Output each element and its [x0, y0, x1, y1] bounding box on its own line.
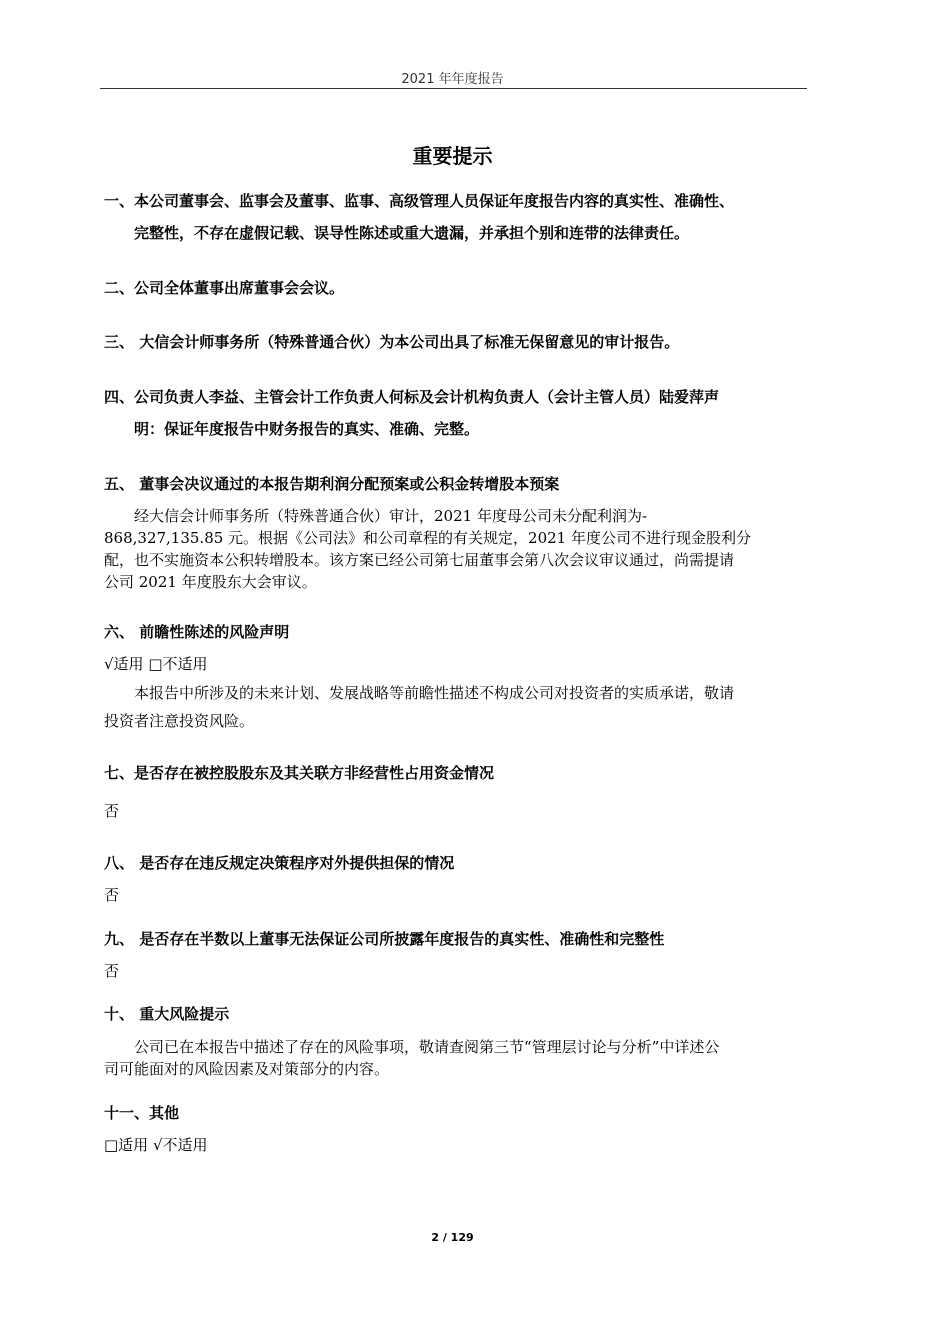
section-5-body-3: 配，也不实施资本公积转增股本。该方案已经公司第七届董事会第八次会议审议通过，尚需提请	[104, 551, 735, 569]
page-title: 重要提示	[412, 144, 493, 168]
section-7-answer: 否	[104, 802, 120, 820]
section-5-heading: 五、 董事会决议通过的本报告期利润分配预案或公积金转增股本预案	[104, 475, 560, 493]
section-2-line-1: 二、公司全体董事出席董事会会议。	[104, 279, 345, 297]
section-5-body-2: 868,327,135.85 元。根据《公司法》和公司章程的有关规定，2021 年度公司不进行现金股利分	[104, 529, 751, 547]
section-5-body-4: 公司 2021 年度股东大会审议。	[104, 573, 317, 591]
section-1-line-1: 一、本公司董事会、监事会及董事、监事、高级管理人员保证年度报告内容的真实性、准确性、	[104, 192, 735, 210]
section-7-heading: 七、是否存在被控股股东及其关联方非经营性占用资金情况	[104, 764, 495, 782]
running-header: 2021 年年度报告	[401, 72, 504, 87]
section-9-answer: 否	[104, 962, 120, 980]
header-rule	[100, 88, 807, 89]
section-10-heading: 十、 重大风险提示	[104, 1005, 230, 1023]
section-11-options: □适用 √不适用	[104, 1136, 208, 1154]
section-11-heading: 十一、其他	[104, 1104, 180, 1122]
section-6-options: √适用 □不适用	[104, 655, 208, 673]
section-8-answer: 否	[104, 886, 120, 904]
section-6-heading: 六、 前瞻性陈述的风险声明	[104, 623, 290, 641]
section-10-body-2: 司可能面对的风险因素及对策部分的内容。	[104, 1060, 390, 1078]
section-4-line-1: 四、公司负责人李益、主管会计工作负责人何标及会计机构负责人（会计主管人员）陆爱萍声	[104, 388, 720, 406]
page-number: 2 / 129	[431, 1231, 474, 1244]
section-4-line-2: 明：保证年度报告中财务报告的真实、准确、完整。	[134, 420, 480, 438]
section-6-body-2: 投资者注意投资风险。	[104, 712, 255, 730]
section-9-heading: 九、 是否存在半数以上董事无法保证公司所披露年度报告的真实性、准确性和完整性	[104, 930, 665, 948]
section-1-line-2: 完整性，不存在虚假记载、误导性陈述或重大遗漏，并承担个别和连带的法律责任。	[134, 224, 690, 242]
section-10-body-1: 公司已在本报告中描述了存在的风险事项，敬请查阅第三节“管理层讨论与分析”中详述公	[134, 1038, 720, 1056]
section-8-heading: 八、 是否存在违反规定决策程序对外提供担保的情况	[104, 854, 455, 872]
section-6-body-1: 本报告中所涉及的未来计划、发展战略等前瞻性描述不构成公司对投资者的实质承诺，敬请	[134, 684, 735, 702]
section-5-body-1: 经大信会计师事务所（特殊普通合伙）审计，2021 年度母公司未分配利润为-	[134, 507, 648, 525]
section-3-line-1: 三、 大信会计师事务所（特殊普通合伙）为本公司出具了标准无保留意见的审计报告。	[104, 333, 680, 351]
